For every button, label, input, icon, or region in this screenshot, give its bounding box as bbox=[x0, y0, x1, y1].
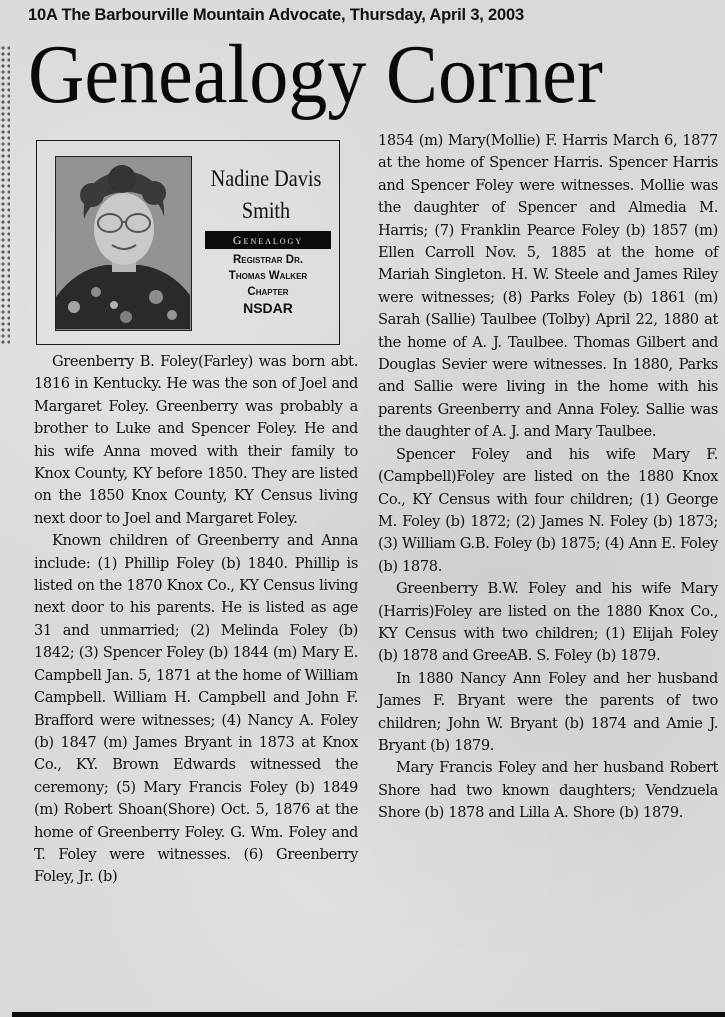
author-portrait-image bbox=[56, 157, 190, 329]
author-name-line-2: Smith bbox=[241, 198, 291, 223]
article-paragraph: In 1880 Nancy Ann Foley and her husband James F. Bryant were the parents of two children; John W. Bryant (b) 1874 and Amie J. Bryant (b) 1879. bbox=[378, 669, 718, 754]
masthead-folio: 10A The Barbourville Mountain Advocate, Thursday, April 3, 2003 bbox=[28, 6, 524, 24]
credential-line: Registrar Dr. bbox=[232, 254, 304, 266]
author-name-line-1: Nadine Davis bbox=[210, 166, 322, 191]
credential-line: Chapter bbox=[247, 286, 289, 298]
article-paragraph: Greenberry B.W. Foley and his wife Mary (Harris)Foley are listed on the 1880 Knox Co., KY Census with two children; (1) Elijah Foley (b) 1878 and GreeAB. S. Foley (b) 1879. bbox=[378, 580, 718, 665]
page-scan-edge bbox=[0, 45, 10, 345]
article-column-right bbox=[378, 130, 718, 825]
article-paragraph-continued: 1854 (m) Mary(Mollie) F. Harris March 6, 1877 at the home of Spencer Harris. Spencer Harris and Spencer Foley were witnesses. Mollie was the daughter of Spencer and Almedia M. Harris; (7) Franklin Pearce Foley (b) 1857 (m) Ellen Carroll Nov. 5, 1885 at the home of Mariah Singleton. H. W. Steele and James Riley were witnesses; (8) Parks Foley (b) 1861 (m) Sarah (Sallie) Taulbee (Tolby) April 22, 1880 at the home of A. J. Taulbee. Thomas Gilbert and Douglas Sevier were witnesses. In 1880, Parks and Sallie were living in the home with his parents Greenberry and Anna Foley. Sallie was the daughter of A. J. and Mary Taulbee. bbox=[378, 132, 718, 441]
article-column-left bbox=[34, 351, 358, 889]
article-paragraph: Known children of Greenberry and Anna include: (1) Phillip Foley (b) 1840. Phillip is listed on the 1870 Knox Co., KY Census living next door to his parents. He is listed as age 31 and unmarried; (2) Melinda Foley (b) 1842; (3) Spencer Foley (b) 1844 (m) Mary E. Campbell Jan. 5, 1871 at the home of William Campbell. William H. Campbell and John F. Brafford were witnesses; (4) Nancy A. Foley (b) 1847 (m) James Bryant in 1873 at Knox Co., KY. Brown Edwards witnessed the ceremony; (5) Mary Francis Foley (b) 1849 (m) Robert Shoan(Shore) Oct. 5, 1876 at the home of Greenberry Foley. G. Wm. Foley and T. Foley were witnesses. (6) Greenberry Foley, Jr. (b) bbox=[34, 532, 358, 886]
credential-line: Thomas Walker bbox=[228, 270, 308, 282]
author-name bbox=[205, 163, 326, 227]
page-title: Genealogy Corner bbox=[28, 28, 603, 121]
article-paragraph: Greenberry B. Foley(Farley) was born abt. 1816 in Kentucky. He was the son of Joel and Margaret Foley. Greenberry was probably a brother to Luke and Spencer Foley. He and his wife Anna moved with their family to Knox County, KY before 1850. They are listed on the 1850 Knox County, KY Census living next door to Joel and Margaret Foley. bbox=[34, 353, 358, 527]
author-photo bbox=[55, 156, 192, 331]
columnist-bio-box bbox=[36, 140, 340, 345]
author-credentials bbox=[201, 252, 335, 316]
article-paragraph: Spencer Foley and his wife Mary F. (Campbell)Foley are listed on the 1880 Knox Co., KY Census with four children; (1) George M. Foley (b) 1872; (2) James N. Foley (b) 1873; (3) William G.B. Foley (b) 1875; (4) Ann E. Foley (b) 1878. bbox=[378, 445, 718, 575]
article-paragraph: Mary Francis Foley and her husband Robert Shore had two known daughters; Vendzuela Shore (b) 1878 and Lilla A. Shore (b) 1879. bbox=[378, 759, 718, 822]
column-label-badge: Genealogy bbox=[205, 231, 331, 249]
credential-line: NSDAR bbox=[243, 300, 293, 316]
bottom-rule-divider bbox=[12, 1012, 725, 1017]
